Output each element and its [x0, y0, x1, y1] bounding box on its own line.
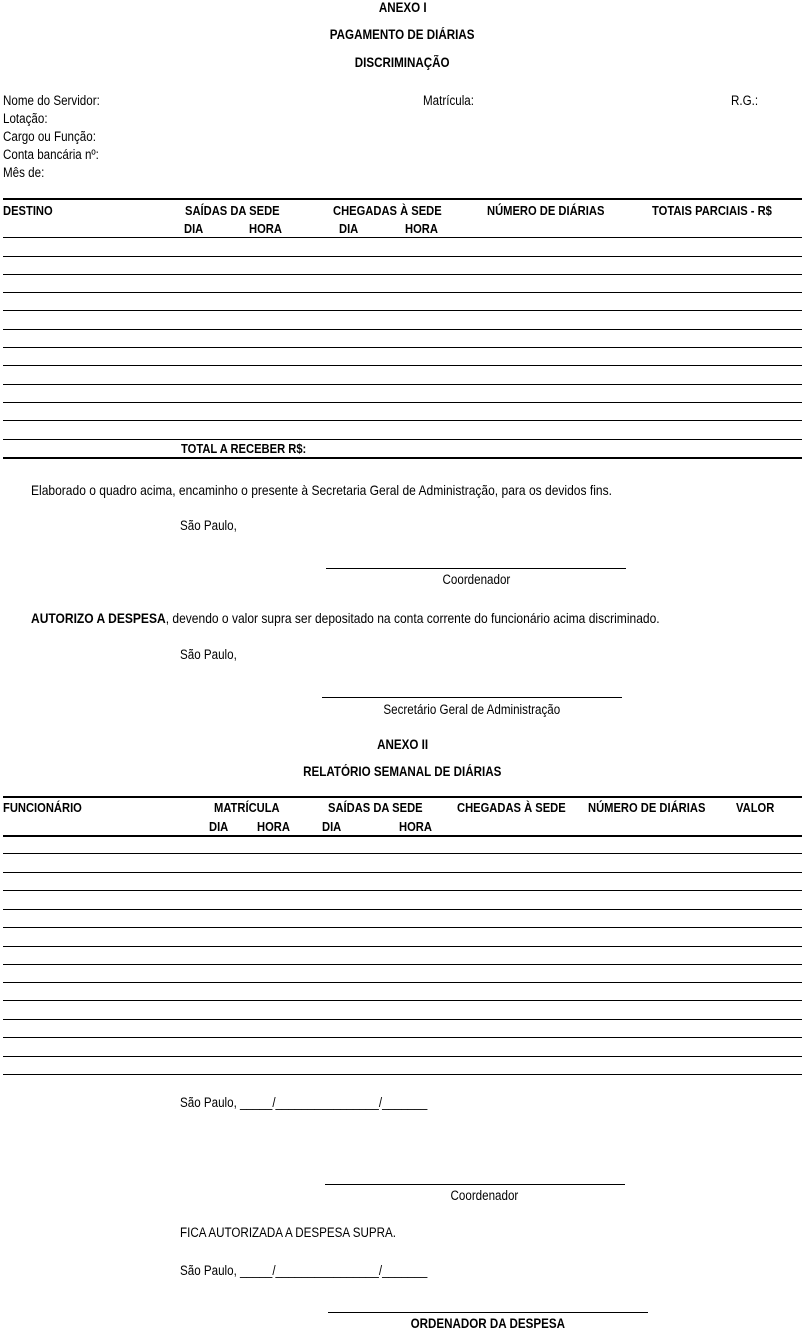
table2-row-rule	[3, 909, 802, 910]
table1-col-totais: TOTAIS PARCIAIS - R$	[652, 203, 772, 218]
table2-row-rule	[3, 946, 802, 947]
table2-row-rule	[3, 872, 802, 873]
table2-sub-dia-2: DIA	[322, 819, 342, 834]
fica-autorizada: FICA AUTORIZADA A DESPESA SUPRA.	[180, 1225, 396, 1240]
field-lotacao-label: Lotação:	[3, 111, 48, 126]
signature-label-secretario: Secretário Geral de Administração	[383, 702, 561, 717]
field-matricula-label: Matrícula:	[423, 93, 474, 108]
table2-row-rule	[3, 982, 802, 983]
anexo2-date-line-1: São Paulo, _____/________________/_______	[180, 1095, 428, 1110]
table2-row-rule	[3, 1000, 802, 1001]
table2-col-funcionario: FUNCIONÁRIO	[3, 800, 82, 815]
table1-row-rule	[3, 329, 802, 330]
field-conta-label: Conta bancária nº:	[3, 147, 99, 162]
anexo1-subtitle2: DISCRIMINAÇÃO	[355, 55, 450, 70]
anexo1-city-1: São Paulo,	[180, 518, 237, 533]
field-rg-label: R.G.:	[731, 93, 759, 108]
table1-row-rule	[3, 365, 802, 366]
table1-row-rule	[3, 439, 802, 440]
anexo1-title: ANEXO I	[378, 0, 427, 15]
signature-label-ordenador: ORDENADOR DA DESPESA	[410, 1316, 566, 1331]
table2-row-rule	[3, 964, 802, 965]
table2-col-valor: VALOR	[736, 800, 775, 815]
table1-row-rule	[3, 310, 802, 311]
table1-sub-hora-1: HORA	[249, 221, 282, 236]
signature-line-coordenador	[326, 568, 626, 569]
autorizo-rest: , devendo o valor supra ser depositado na conta corrente do funcionário acima discriminado.	[165, 610, 660, 626]
table2-col-saidas: SAÍDAS DA SEDE	[328, 800, 423, 815]
anexo1-subtitle: PAGAMENTO DE DIÁRIAS	[330, 27, 475, 42]
field-cargo-label: Cargo ou Função:	[3, 129, 96, 144]
table1-row-rule	[3, 402, 802, 403]
table1-col-destino: DESTINO	[3, 203, 53, 218]
table2-row-rule	[3, 890, 802, 891]
table1-sub-dia-2: DIA	[339, 221, 359, 236]
table2-header-rule	[3, 835, 802, 837]
autorizo-bold: AUTORIZO A DESPESA	[31, 610, 166, 626]
field-nome-label: Nome do Servidor:	[3, 93, 100, 108]
table2-top-rule	[3, 796, 802, 798]
signature-label-coordenador: Coordenador	[442, 572, 510, 587]
table1-bottom-rule	[3, 457, 802, 459]
table1-row-rule	[3, 237, 802, 238]
table2-row-rule	[3, 1037, 802, 1038]
anexo2-date-line-2: São Paulo, _____/________________/_______	[180, 1263, 428, 1278]
signature-line-secretario	[322, 697, 622, 698]
table2-row-rule	[3, 1056, 802, 1057]
field-mes-label: Mês de:	[3, 165, 45, 180]
table1-total-label: TOTAL A RECEBER R$:	[181, 441, 307, 456]
table2-sub-hora-1: HORA	[257, 819, 290, 834]
table1-row-rule	[3, 274, 802, 275]
table1-sub-dia-1: DIA	[184, 221, 204, 236]
signature-line-coordenador-2	[325, 1184, 625, 1185]
table1-col-numero: NÚMERO DE DIÁRIAS	[487, 203, 605, 218]
table1-row-rule	[3, 256, 802, 257]
anexo2-subtitle: RELATÓRIO SEMANAL DE DIÁRIAS	[303, 764, 502, 779]
table2-col-chegadas: CHEGADAS À SEDE	[457, 800, 566, 815]
table2-col-numero: NÚMERO DE DIÁRIAS	[588, 800, 706, 815]
table2-sub-dia-1: DIA	[209, 819, 229, 834]
anexo1-paragraph: Elaborado o quadro acima, encaminho o presente à Secretaria Geral de Administração, para os devidos fins.	[31, 482, 612, 498]
table1-col-saidas: SAÍDAS DA SEDE	[185, 203, 280, 218]
table2-col-matricula: MATRÍCULA	[214, 800, 280, 815]
table1-row-rule	[3, 347, 802, 348]
table2-sub-hora-2: HORA	[399, 819, 432, 834]
table1-row-rule	[3, 420, 802, 421]
table1-top-rule	[3, 198, 802, 200]
table2-row-rule	[3, 927, 802, 928]
anexo1-city-2: São Paulo,	[180, 647, 237, 662]
table1-row-rule	[3, 292, 802, 293]
table2-row-rule	[3, 853, 802, 854]
table1-col-chegadas: CHEGADAS À SEDE	[333, 203, 442, 218]
autorizo-paragraph	[31, 610, 762, 626]
table2-row-rule	[3, 1074, 802, 1075]
signature-line-ordenador	[328, 1312, 648, 1313]
anexo2-title: ANEXO II	[377, 737, 428, 752]
table1-row-rule	[3, 384, 802, 385]
signature-label-coordenador-2: Coordenador	[450, 1188, 518, 1203]
table1-sub-hora-2: HORA	[405, 221, 438, 236]
table2-row-rule	[3, 1019, 802, 1020]
